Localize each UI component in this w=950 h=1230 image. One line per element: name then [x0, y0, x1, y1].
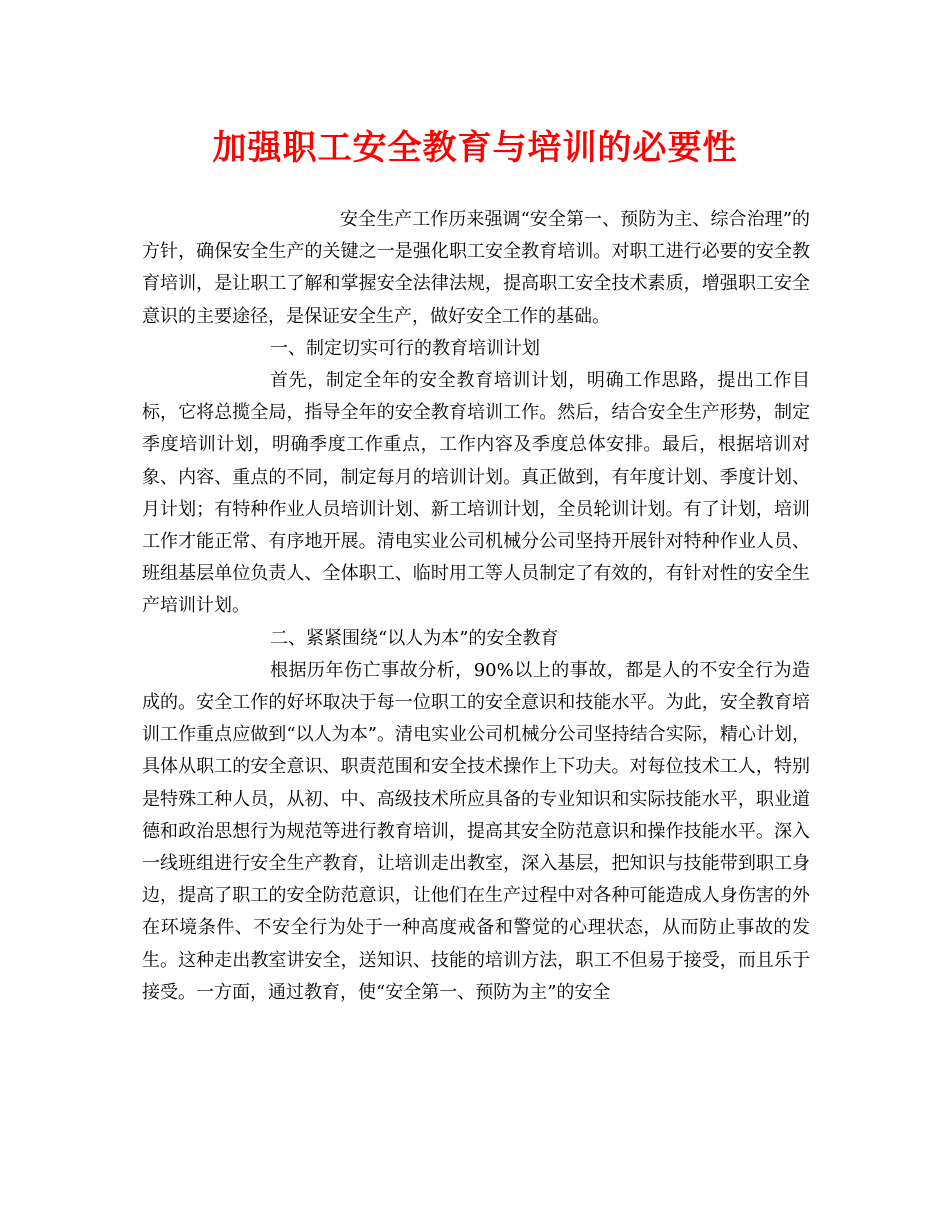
section-2-paragraph: 根据历年伤亡事故分析，90%以上的事故，都是人的不安全行为造成的。安全工作的好坏取决于每一位职工的安全意识和技能水平。为此，安全教育培训工作重点应做到“以人为本”。清电实业公司机械分公司坚持结合实际，精心计划，具体从职工的安全意识、职责范围和安全技术操作上下功夫。对每位技术工人，特别是特殊工种人员，从初、中、高级技术所应具备的专业知识和实际技能水平，职业道德和政治思想行为规范等进行教育培训，提高其安全防范意识和操作技能水平。深入一线班组进行安全生产教育，让培训走出教室，深入基层，把知识与技能带到职工身边，提高了职工的安全防范意识，让他们在生产过程中对各种可能造成人身伤害的外在环境条件、不安全行为处于一种高度戒备和警觉的心理状态，从而防止事故的发生。这种走出教室讲安全，送知识、技能的培训方法，职工不但易于接受，而且乐于接受。一方面，通过教育，使“安全第一、预防为主”的安全 [142, 659, 810, 1003]
intro-paragraph: 安全生产工作历来强调“安全第一、预防为主、综合治理”的方针，确保安全生产的关键之一是强化职工安全教育培训。对职工进行必要的安全教育培训，是让职工了解和掌握安全法律法规，提高职工安全技术素质，增强职工安全意识的主要途径，是保证安全生产，做好安全工作的基础。 [142, 209, 810, 327]
section-heading-2: 二、紧紧围绕“以人为本”的安全教育 [270, 627, 559, 649]
document-body [142, 204, 810, 1009]
section-1-paragraph: 首先，制定全年的安全教育培训计划，明确工作思路，提出工作目标，它将总揽全局，指导全年的安全教育培训工作。然后，结合安全生产形势，制定季度培训计划，明确季度工作重点，工作内容及季度总体安排。最后，根据培训对象、内容、重点的不同，制定每月的培训计划。真正做到，有年度计划、季度计划、月计划；有特种作业人员培训计划、新工培训计划，全员轮训计划。有了计划，培训工作才能正常、有序地开展。清电实业公司机械分公司坚持开展针对特种作业人员、班组基层单位负责人、全体职工、临时用工等人员制定了有效的，有针对性的安全生产培训计划。 [142, 370, 810, 617]
document-title: 加强职工安全教育与培训的必要性 [212, 128, 738, 168]
section-heading-1: 一、制定切实可行的教育培训计划 [270, 337, 540, 359]
